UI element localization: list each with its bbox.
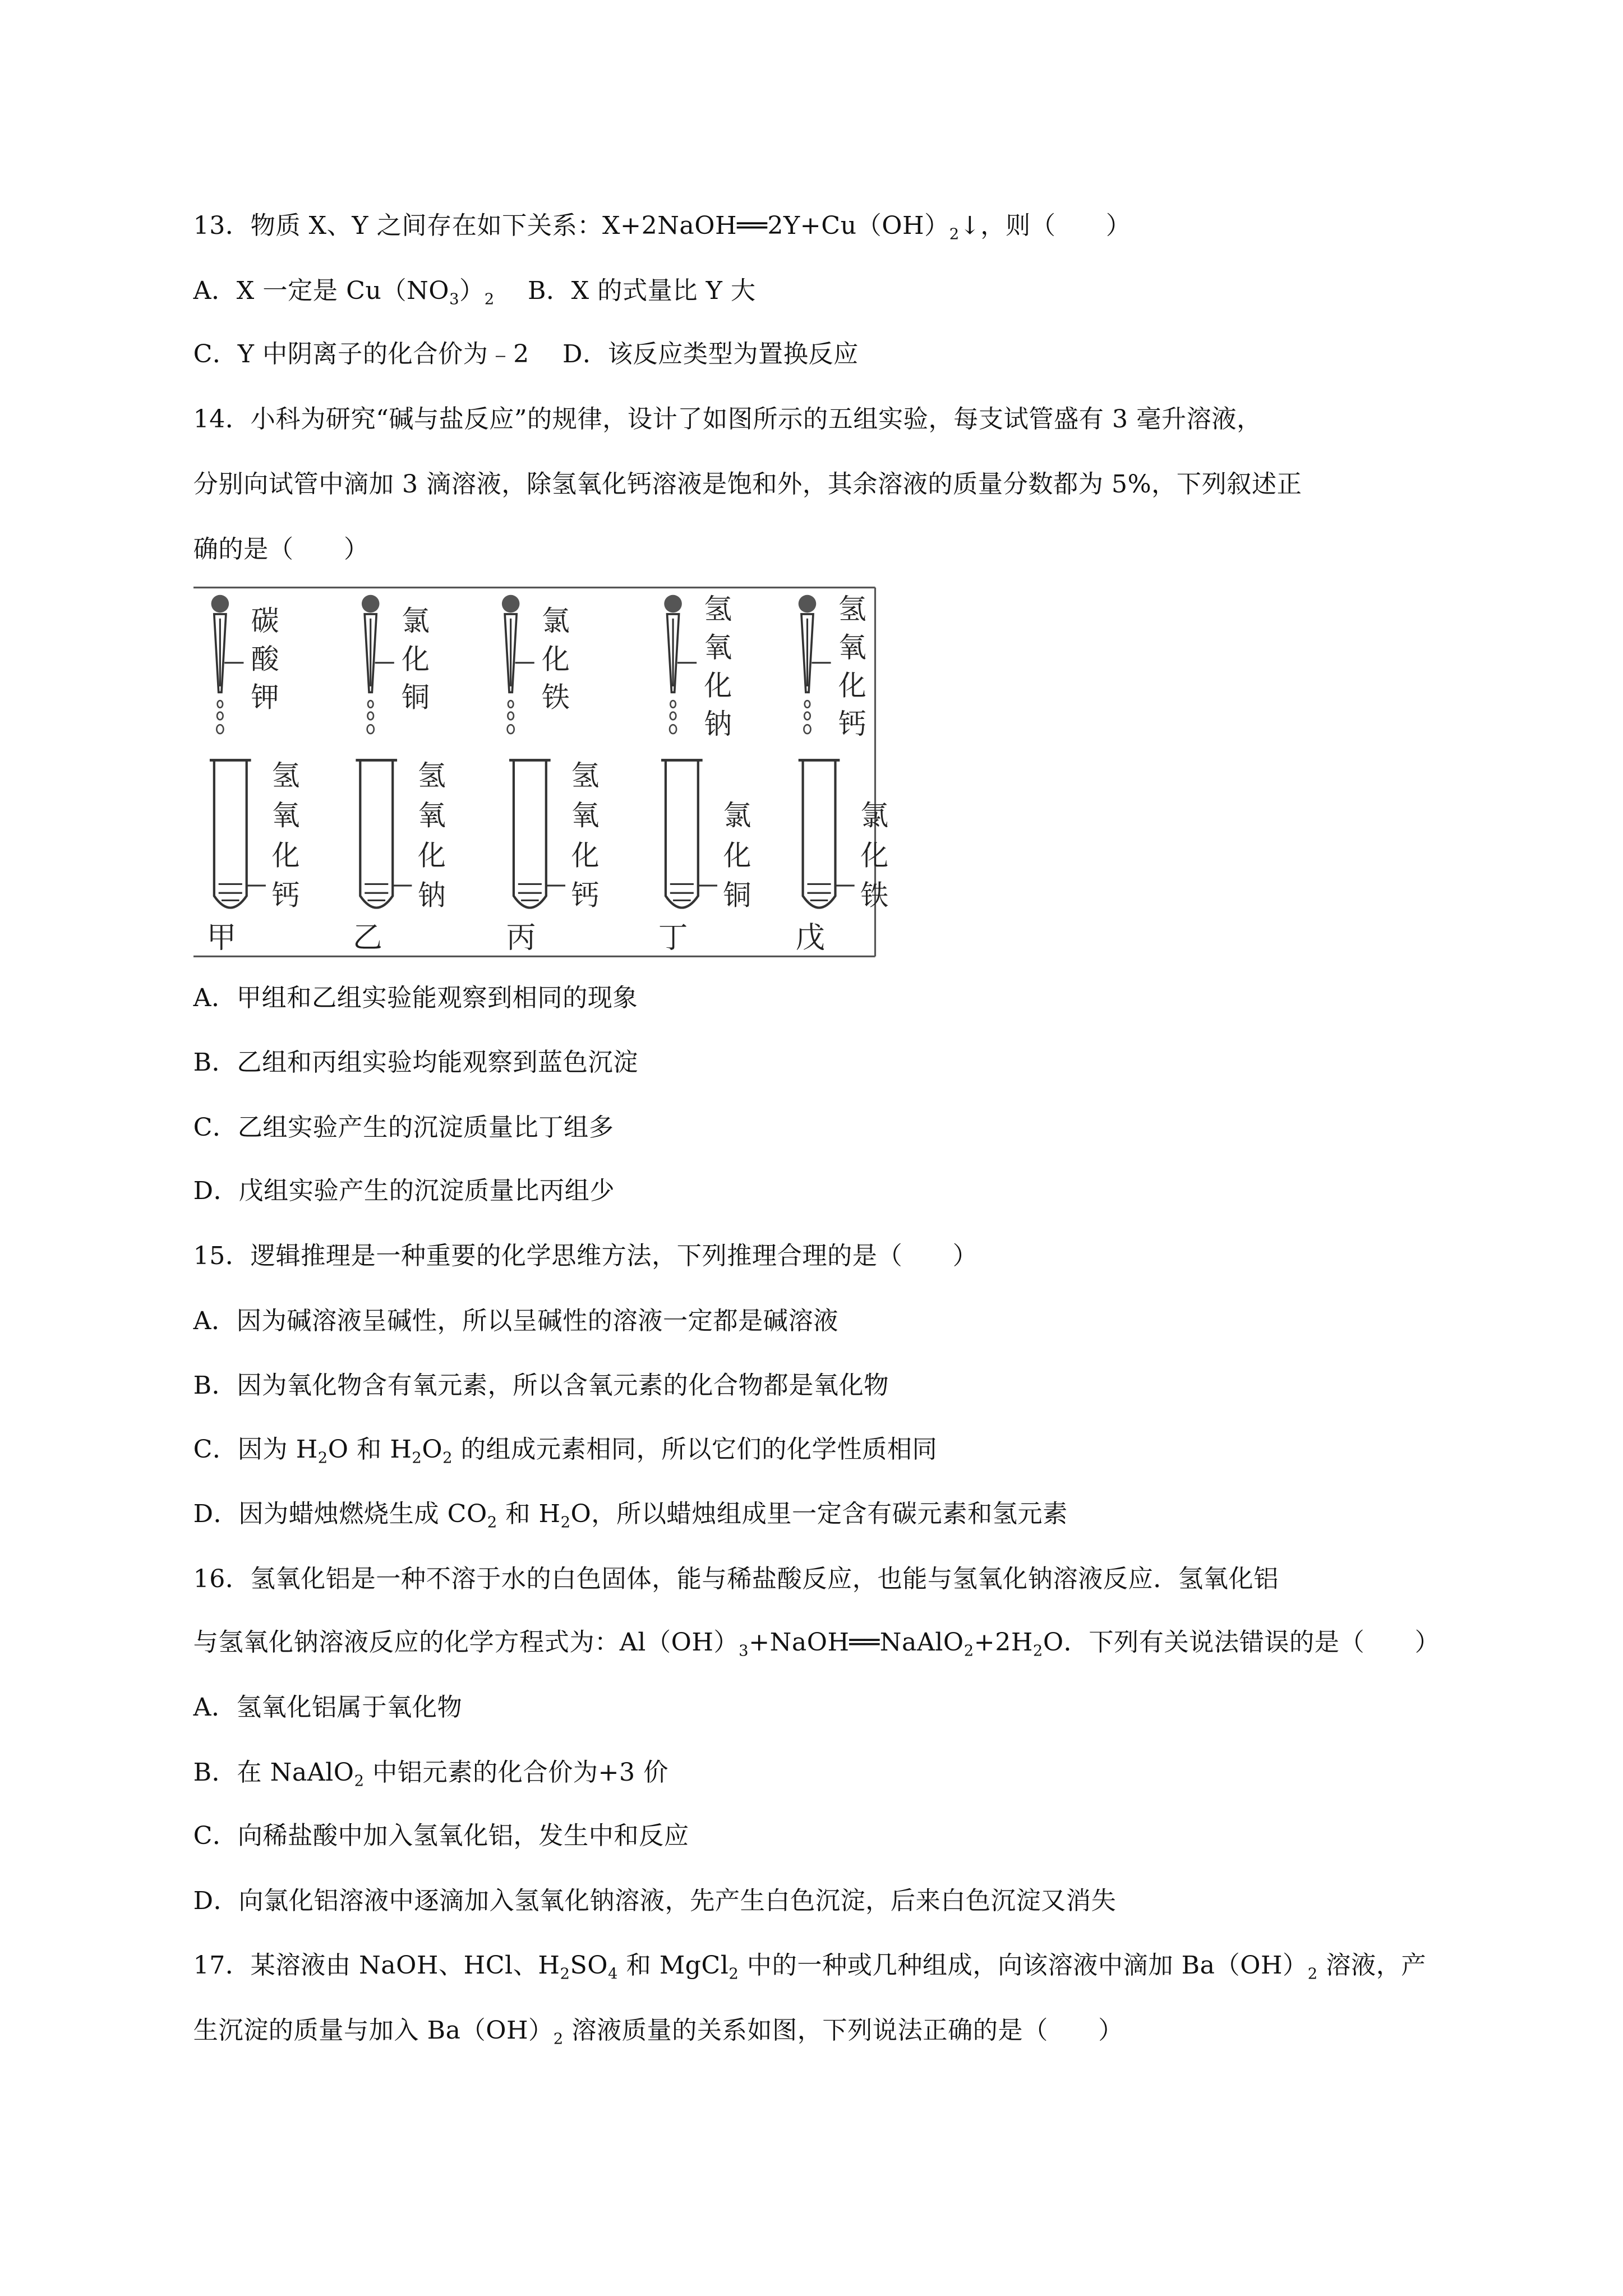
- q16-option-c: C．向稀盐酸中加入氢氧化铝，发生中和反应: [193, 1821, 689, 1850]
- q14-option-b: B．乙组和丙组实验均能观察到蓝色沉淀: [193, 1048, 638, 1077]
- q14-stem-line3: 确的是（ ）: [193, 534, 369, 564]
- q15-option-a: A．因为碱溶液呈碱性，所以呈碱性的溶液一定都是碱溶液: [193, 1306, 838, 1335]
- dropper-label-char: 化: [541, 642, 570, 675]
- drop: [367, 725, 374, 734]
- tube-label-char: 氢: [271, 759, 300, 792]
- drop: [216, 725, 223, 734]
- test-tube: [803, 760, 835, 907]
- dropper-label-char: 氧: [838, 630, 866, 663]
- q15-option-c: C．因为 $H_2O$ 和 $H_2O_2$ 的组成元素相同，所以它们的化学性质相同: [193, 1435, 938, 1467]
- tube-label-char: 氧: [417, 799, 446, 832]
- dropper-label-char: 化: [401, 642, 430, 675]
- dropper-bulb: [664, 594, 682, 612]
- drop: [217, 700, 222, 708]
- dropper-label-char: 钾: [251, 681, 279, 714]
- q14-option-a: A．甲组和乙组实验能观察到相同的现象: [193, 983, 638, 1012]
- q14-stem-line2: 分别向试管中滴加 3 滴溶液，除氢氧化钙溶液是饱和外，其余溶液的质量分数都为 5%，下列叙述正: [193, 469, 1302, 499]
- drop: [217, 712, 223, 720]
- group-label: 丁: [658, 920, 688, 955]
- dropper-label-char: 氢: [703, 592, 732, 625]
- q14-option-d: D．戊组实验产生的沉淀质量比丙组少: [193, 1177, 615, 1206]
- group-label: 戊: [795, 920, 825, 955]
- q13-stem: 13．物质 X、Y 之间存在如下关系：$X+2NaOH══2Y+Cu(OH)_2↓$，则（ ）: [193, 211, 1131, 244]
- q13-options-ab: A．X 一定是 $Cu(NO_3)_2$ B．X 的式量比 Y 大: [193, 276, 756, 308]
- tube-label-char: 化: [723, 838, 751, 872]
- dropper-label-char: 铁: [541, 681, 570, 714]
- q15-stem: 15．逻辑推理是一种重要的化学思维方法，下列推理合理的是（ ）: [193, 1241, 978, 1270]
- drop: [804, 712, 810, 720]
- drop: [670, 700, 675, 708]
- test-tube: [360, 760, 393, 907]
- test-tube-diagram: [193, 586, 888, 958]
- test-tube: [214, 760, 246, 907]
- group-label: 乙: [352, 920, 382, 955]
- dropper-bulb: [211, 594, 229, 612]
- q13-options-cd: C．Y 中阴离子的化合价为﹣2 D．该反应类型为置换反应: [193, 340, 859, 369]
- tube-label-char: 氯: [860, 799, 888, 832]
- dropper-label-char: 氯: [401, 604, 430, 637]
- q17-stem-line2: 生沉淀的质量与加入 $Ba(OH)_2$ 溶液质量的关系如图，下列说法正确的是（ ）: [193, 2016, 1123, 2048]
- drop: [804, 700, 809, 708]
- dropper-label-char: 化: [703, 669, 732, 702]
- tube-label-char: 氢: [417, 759, 446, 792]
- tube-label-char: 氯: [723, 799, 751, 832]
- q17-stem-line1: 17．某溶液由 NaOH、HCl、$H_2SO_4$ 和 MgCl$_2$ 中的一种或几种组成，向该溶液中滴加 $Ba(OH)_2$ 溶液，产: [193, 1951, 1427, 1984]
- drop: [670, 725, 676, 734]
- group-label: 甲: [206, 920, 236, 955]
- dropper-label-char: 碳: [251, 604, 279, 637]
- q14-stem-line1: 14．小科为研究“碱与盐反应”的规律，设计了如图所示的五组实验，每支试管盛有 3 毫升溶液，: [193, 405, 1262, 434]
- tube-label-char: 化: [571, 838, 600, 872]
- q15-option-d: D．因为蜡烛燃烧生成 $CO_2$ 和 $H_2O$，所以蜡烛组成里一定含有碳元素和氢元素: [193, 1500, 1068, 1532]
- dropper-label-char: 氯: [541, 604, 570, 637]
- group-label: 丙: [506, 920, 536, 955]
- drop: [508, 712, 514, 720]
- tube-label-char: 铁: [860, 878, 888, 911]
- drop: [368, 700, 373, 708]
- test-tube-figure: [193, 586, 888, 958]
- q16-stem-line1: 16．氢氧化铝是一种不溶于水的白色固体，能与稀盐酸反应，也能与氢氧化钠溶液反应．氢氧化铝: [193, 1565, 1279, 1594]
- q16-option-b: B．在 NaAlO$_2$ 中铝元素的化合价为+3 价: [193, 1758, 668, 1790]
- tube-label-char: 化: [860, 838, 888, 872]
- tube-label-char: 钙: [571, 878, 600, 911]
- drop: [670, 712, 676, 720]
- tube-label-char: 钠: [417, 878, 446, 911]
- tube-label-char: 化: [417, 838, 446, 872]
- dropper-bulb: [362, 594, 380, 612]
- tube-label-char: 氧: [571, 799, 600, 832]
- q16-stem-line2: 与氢氧化钠溶液反应的化学方程式为：$Al(OH)_3+NaOH══NaAlO_2+2H_2O$．下列有关说法错误的是（ ）: [193, 1628, 1440, 1660]
- test-tube: [514, 760, 546, 907]
- drop: [367, 712, 374, 720]
- dropper-label-char: 铜: [401, 681, 430, 714]
- tube-label-char: 铜: [723, 878, 751, 911]
- tube-label-char: 氧: [271, 799, 300, 832]
- dropper-label-char: 氧: [703, 630, 732, 663]
- dropper-bulb: [502, 594, 520, 612]
- dropper-label-char: 钙: [838, 707, 866, 740]
- q15-option-b: B．因为氧化物含有氧元素，所以含氧元素的化合物都是氧化物: [193, 1371, 889, 1400]
- q16-option-d: D．向氯化铝溶液中逐滴加入氢氧化钠溶液，先产生白色沉淀，后来白色沉淀又消失: [193, 1886, 1117, 1915]
- drop: [508, 700, 513, 708]
- drop: [507, 725, 514, 734]
- q16-option-a: A．氢氧化铝属于氧化物: [193, 1693, 463, 1722]
- dropper-label-char: 化: [838, 669, 866, 702]
- dropper-label-char: 氢: [838, 592, 866, 625]
- tube-label-char: 化: [271, 838, 300, 872]
- dropper-label-char: 钠: [703, 707, 732, 740]
- dropper-label-char: 酸: [251, 642, 279, 675]
- drop: [804, 725, 810, 734]
- test-tube: [666, 760, 698, 907]
- tube-label-char: 氢: [571, 759, 600, 792]
- tube-label-char: 钙: [271, 878, 300, 911]
- dropper-bulb: [798, 594, 816, 612]
- q14-option-c: C．乙组实验产生的沉淀质量比丁组多: [193, 1113, 614, 1142]
